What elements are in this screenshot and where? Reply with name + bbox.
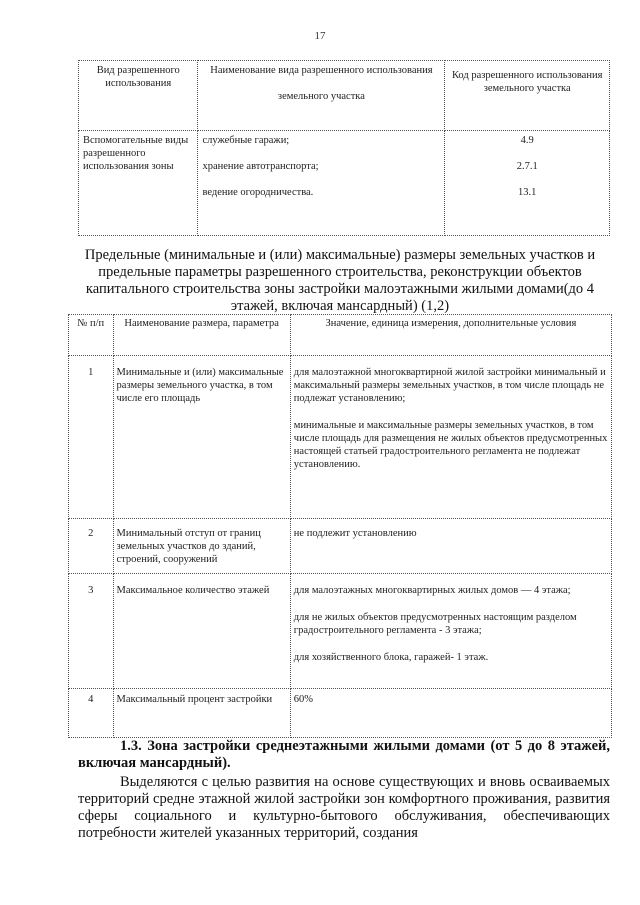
row-number: 2	[69, 519, 114, 574]
use-code: 2.7.1	[516, 161, 538, 172]
header-use-name	[198, 61, 445, 131]
value-paragraph: 60%	[293, 694, 314, 705]
table-row	[69, 519, 612, 574]
value-paragraph: для малоэтажных многоквартирных жилых домов — 4 этажа;	[293, 585, 571, 596]
limits-subtitle: Предельные (минимальные и (или) максимальные) размеры земельных участков и предельные параметры разрешенного строительства, реконструкции объектов капитального строительства зоны застройки малоэтажными жилыми домами(до 4 этажей, включая мансардный) (1,2)	[84, 247, 596, 314]
section-heading: 1.3. Зона застройки среднеэтажными жилыми домами (от 5 до 8 этажей, включая мансардный).	[78, 738, 610, 771]
header-parameter-name: Наименование размера, параметра	[113, 315, 290, 356]
header-number: № п/п	[69, 315, 114, 356]
header-use-code: Код разрешенного использования земельного участка	[445, 61, 610, 131]
parameter-value	[290, 574, 611, 689]
parameters-table	[68, 314, 612, 738]
parameter-name: Минимальный отступ от границ земельных участков до зданий, строений, сооружений	[113, 519, 290, 574]
header-parameter-value: Значение, единица измерения, дополнительные условия	[290, 315, 611, 356]
value-paragraph: для хозяйственного блока, гаражей- 1 этаж.	[293, 652, 489, 663]
header-use-name-line2: земельного участка	[277, 91, 365, 102]
use-item: хранение автотранспорта;	[202, 161, 319, 172]
table-row	[69, 574, 612, 689]
table-header-row	[79, 61, 610, 131]
parameter-name: Минимальные и (или) максимальные размеры земельного участка, в том числе его площадь	[113, 356, 290, 519]
value-paragraph: для малоэтажной многоквартирной жилой застройки минимальный и максимальный размеры земельных участков, в том числе площадь не подлежат установлению;	[293, 367, 606, 404]
use-code: 13.1	[518, 187, 537, 198]
value-paragraph: для не жилых объектов предусмотренных настоящим разделом градостроительного регламента - 3 этажа;	[293, 612, 577, 636]
header-use-type: Вид разрешенного использования	[79, 61, 198, 131]
row-number: 1	[69, 356, 114, 519]
body-paragraph: Выделяются с целью развития на основе существующих и вновь осваиваемых территорий средне этажной жилой застройки зон комфортного проживания, развития сферы социального и культурно-бытового обслуживания, обеспечивающих потребности жителей указанных территорий, создания	[78, 774, 610, 841]
use-list	[198, 131, 445, 236]
parameter-value	[290, 356, 611, 519]
header-use-name-line1: Наименование вида разрешенного использования	[210, 65, 433, 76]
value-paragraph: не подлежит установлению	[293, 528, 417, 539]
code-list	[445, 131, 610, 236]
use-item: ведение огородничества.	[202, 187, 314, 198]
parameter-value	[290, 519, 611, 574]
page-number: 17	[314, 30, 326, 42]
parameter-value	[290, 689, 611, 738]
row-number: 3	[69, 574, 114, 689]
parameter-name: Максимальный процент застройки	[113, 689, 290, 738]
use-item: служебные гаражи;	[202, 135, 290, 146]
table-header-row	[69, 315, 612, 356]
parameter-name: Максимальное количество этажей	[113, 574, 290, 689]
auxiliary-use-type: Вспомогательные виды разрешенного использования зоны	[79, 131, 198, 236]
use-code: 4.9	[520, 135, 534, 146]
table-row	[69, 689, 612, 738]
value-paragraph: минимальные и максимальные размеры земельных участков, в том числе площадь для размещения не жилых объектов предусмотренных настоящей статьей градостроительного регламента не подлежат установлению.	[293, 420, 608, 470]
table-row	[79, 131, 610, 236]
table-row	[69, 356, 612, 519]
permitted-use-table	[78, 60, 610, 236]
row-number: 4	[69, 689, 114, 738]
